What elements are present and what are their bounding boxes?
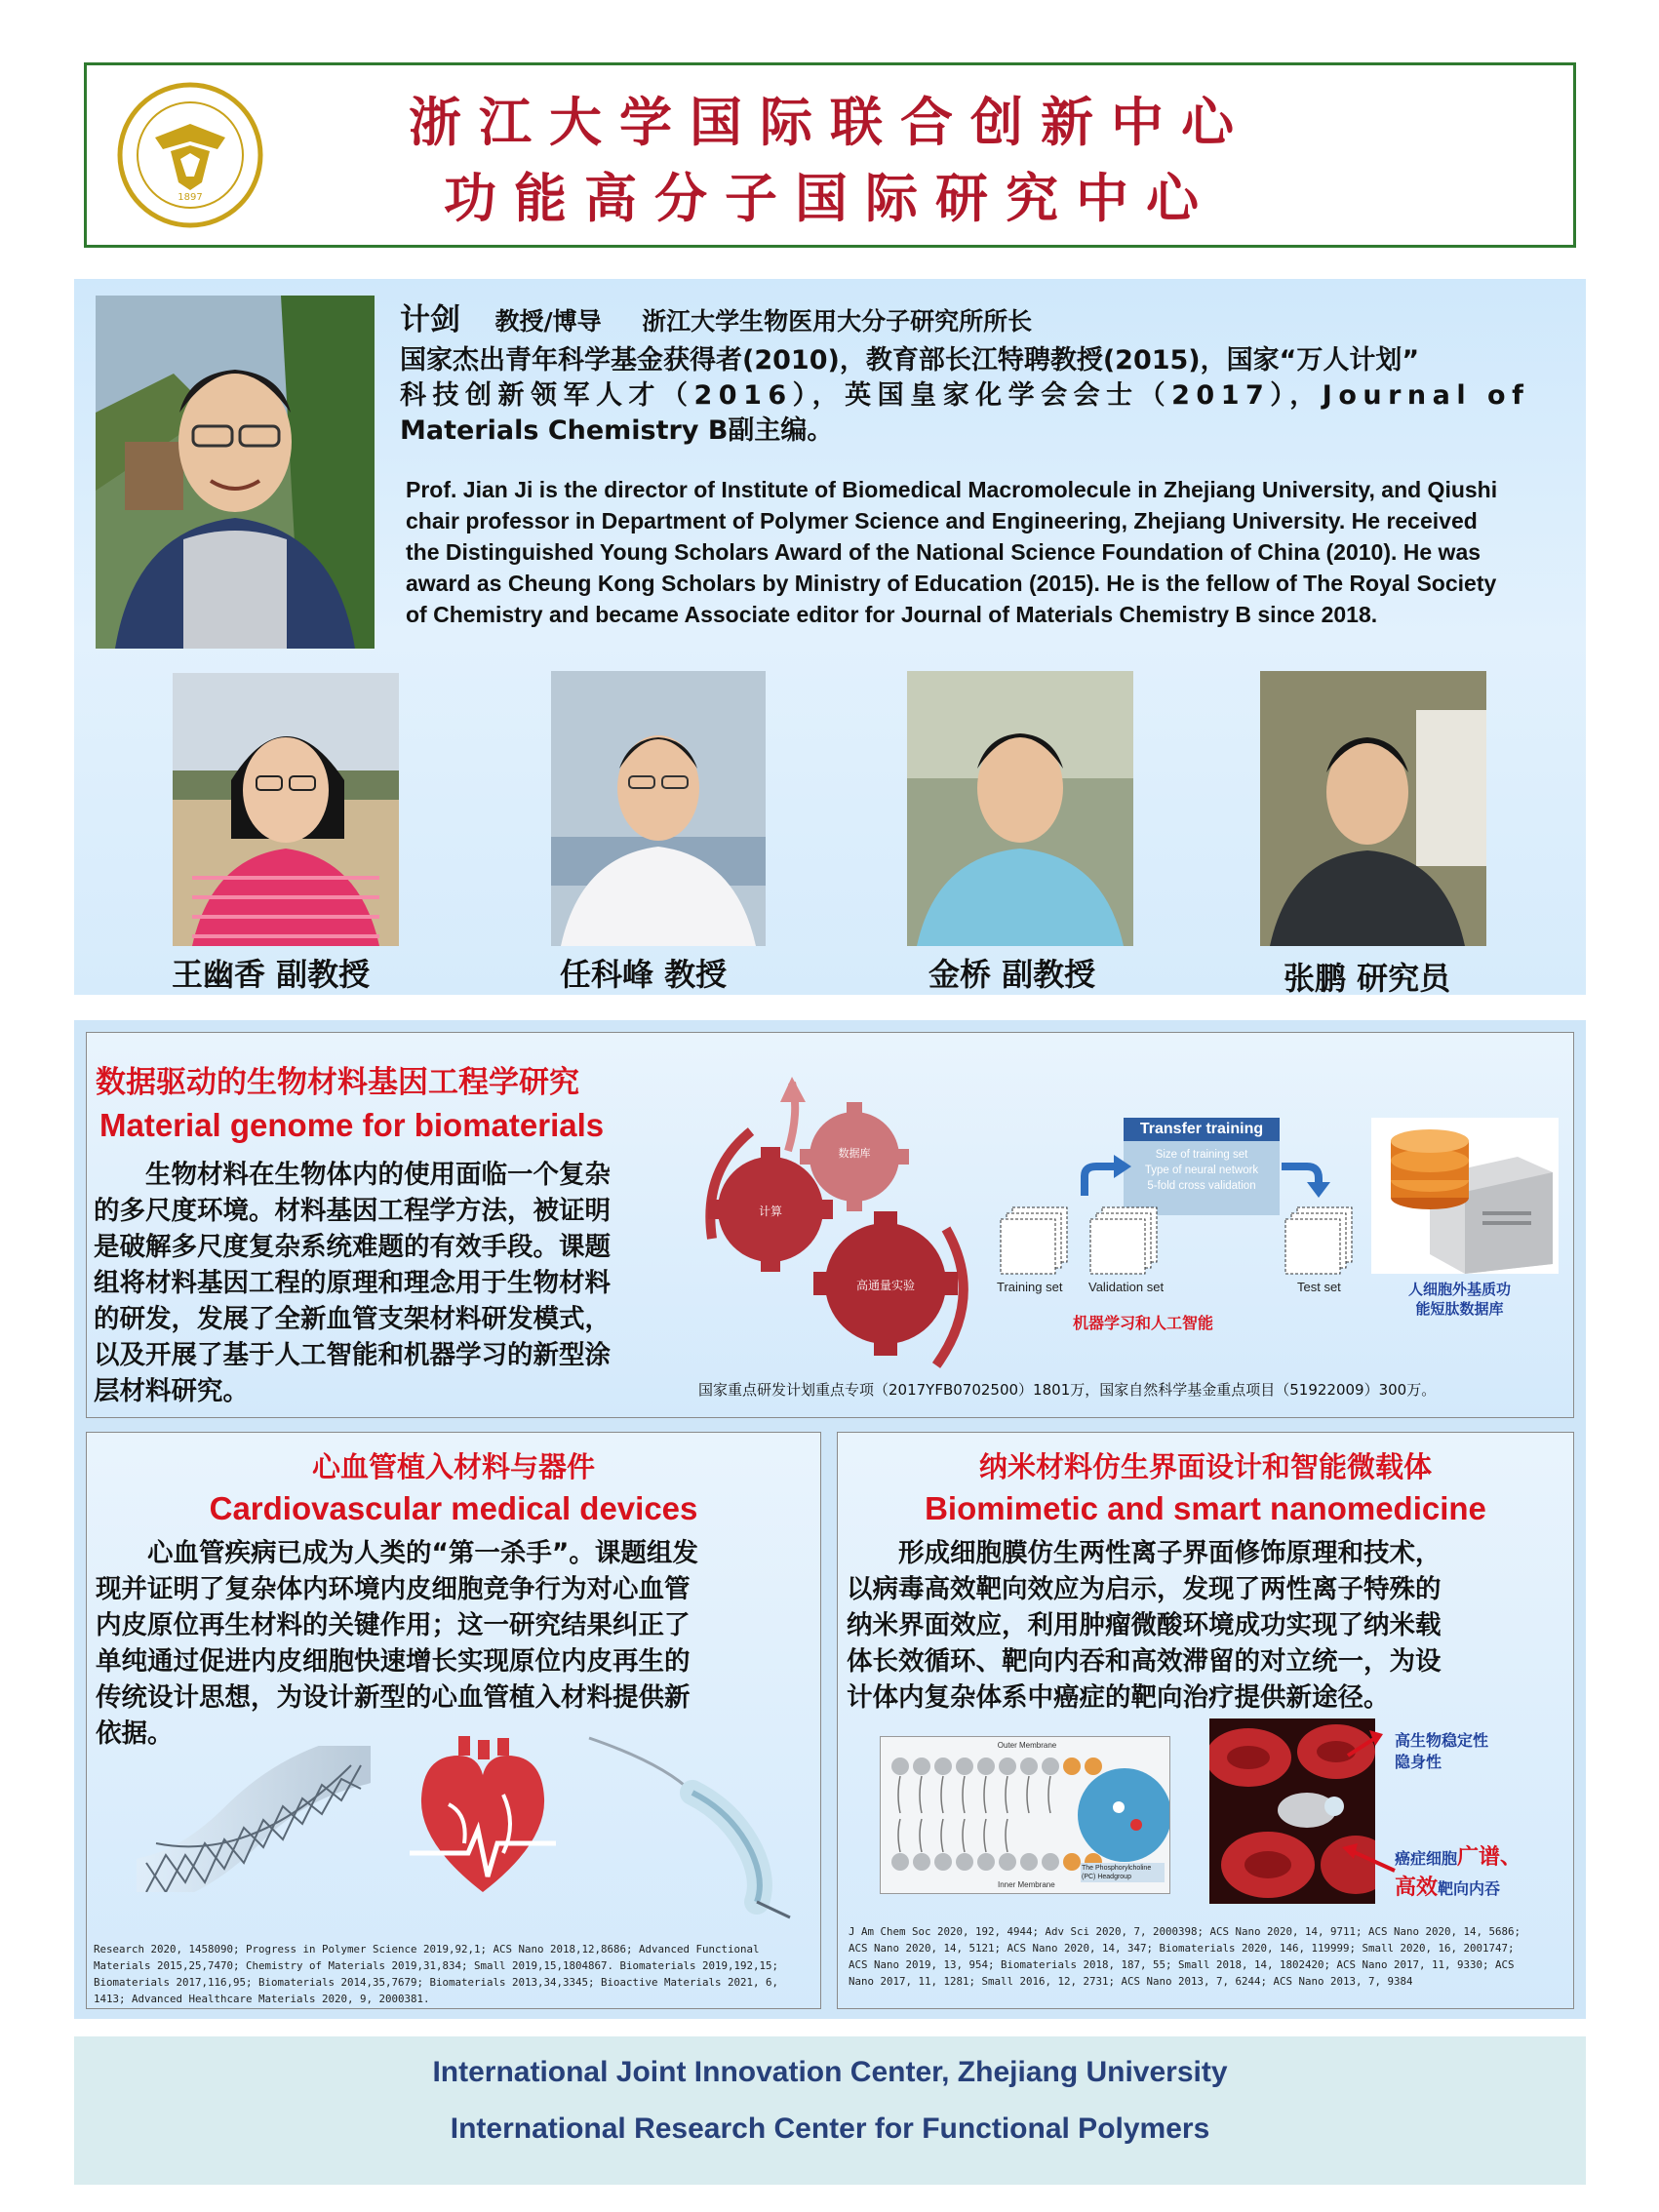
svg-text:数据库: 数据库 [838,1147,871,1160]
cardio-ref-line: 1413; Advanced Healthcare Materials 2020, 9, 2000381. [94,1993,430,2005]
svg-text:计算: 计算 [758,1205,783,1218]
nano-ref-line: ACS Nano 2019, 13, 954; Biomaterials 2018, 187, 55; Small 2018, 14, 1802420; ACS Nano 2017, 11, 9330; ACS [849,1958,1515,1971]
arrow-up-right-icon [1077,1151,1135,1200]
pi-en-bio-line: Prof. Jian Ji is the director of Institute of Biomedical Macromolecule in Zhejiang University, and Qiushi [406,477,1498,502]
training-set-label: Training set [997,1280,1063,1294]
database-caption [1408,1280,1511,1319]
pi-en-bio-line: chair professor in Department of Polymer Science and Engineering, Zhejiang University. He received [406,508,1478,533]
cancer-label [1395,1843,1570,1904]
transfer-item: 5-fold cross validation [1147,1180,1256,1192]
test-set-label: Test set [1297,1280,1341,1294]
genome-body-line: 是破解多尺度复杂系统难题的有效手段。课题 [94,1232,611,1262]
cardio-body-line: 传统设计思想，为设计新型的心血管植入材料提供新 [96,1682,691,1713]
cardio-body [96,1535,817,1752]
cardio-body-line: 现并证明了复杂体内环境内皮细胞竞争行为对心血管 [96,1574,691,1604]
nano-ref-line: J Am Chem Soc 2020, 192, 4944; Adv Sci 2020, 7, 2000398; ACS Nano 2020, 14, 9711; ACS Nano 2020, 14, 5686; [849,1925,1521,1938]
gear-high-throughput [813,1211,958,1356]
pi-cn-bio-line: Materials Chemistry B副主编。 [400,415,834,446]
catheter-image [585,1734,800,1919]
center-title-line-1: 浙江大学国际联合创新中心 [409,92,1251,153]
nano-references [849,1923,1566,1990]
validation-set-icon [1088,1205,1161,1278]
stability-label [1395,1730,1488,1773]
nano-ref-line: Nano 2017, 11, 1281; Small 2016, 12, 2731; ACS Nano 2013, 7, 6244; ACS Nano 2013, 7, 9384 [849,1975,1413,1988]
genome-title-en: Material genome for biomaterials [99,1107,605,1143]
pi-cn-bio-line: 科技创新领军人才（2016），英国皇家化学会会士（2017），Journal of [400,380,1530,411]
nano-body-line: 纳米界面效应，利用肿瘤微酸环境成功实现了纳米载 [847,1610,1442,1640]
member-photo-zhang [1260,671,1486,946]
cardio-body-line: 心血管疾病已成为人类的“第一杀手”。课题组发 [96,1538,698,1568]
cardio-ref-line: Biomaterials 2017,116,95; Biomaterials 2014,35,7679; Biomaterials 2013,34,3345; Bioactive Materials 2021, 6, [94,1976,779,1989]
test-set-icon [1284,1205,1356,1278]
cardio-ref-line: Research 2020, 1458090; Progress in Polymer Science 2019,92,1; ACS Nano 2018,12,8686; Advanced Functional [94,1943,760,1955]
cardio-title-cn: 心血管植入材料与器件 [311,1450,595,1483]
cardio-body-line: 内皮原位再生材料的关键作用；这一研究结果纠正了 [96,1610,691,1640]
database-caption-line: 人细胞外基质功 [1408,1281,1512,1298]
center-title-line-2: 功能高分子国际研究中心 [444,168,1216,229]
pi-header-line [400,295,1032,338]
genome-body [94,1157,679,1409]
genome-title-cn: 数据驱动的生物材料基因工程学研究 [96,1065,579,1100]
outer-membrane-label: Outer Membrane [997,1741,1057,1750]
cardio-body-line: 依据。 [96,1718,174,1749]
headgroup-label: The Phosphorylcholine (PC) Headgroup [1081,1863,1165,1882]
genome-body-line: 的研发，发展了全新血管支架材料研发模式， [94,1304,611,1334]
nano-body-line: 计体内复杂体系中癌症的靶向治疗提供新途径。 [847,1682,1390,1713]
cardio-ref-line: Materials 2015,25,7470; Chemistry of Materials 2019,31,834; Small 2019,15,1804867. Biomaterials 2019,192,15; [94,1959,779,1972]
genome-body-line: 生物材料在生物体内的使用面临一个复杂 [94,1160,611,1190]
database-caption-line: 能短肽数据库 [1415,1300,1504,1318]
svg-text:高通量实验: 高通量实验 [855,1279,916,1292]
cancer-label-part: 广谱、 [1457,1845,1522,1870]
inner-membrane-label: Inner Membrane [998,1880,1055,1889]
training-set-icon [999,1205,1071,1278]
member-photo-wang [173,673,399,946]
footer-line-1: International Joint Innovation Center, Zhejiang University [432,2056,1228,2088]
member-caption: 王幽香 副教授 [172,956,371,993]
arrow-to-stable-icon [1346,1726,1385,1765]
database-server-image [1371,1118,1559,1274]
transfer-training-title: Transfer training [1124,1118,1280,1141]
stability-label-line: 隐身性 [1395,1753,1442,1771]
transfer-item: Type of neural network [1144,1165,1259,1176]
member-caption: 金桥 副教授 [928,956,1096,993]
stability-label-line: 高生物稳定性 [1395,1731,1489,1750]
nano-title-cn: 纳米材料仿生界面设计和智能微载体 [978,1450,1432,1483]
header-box [84,62,1576,248]
member-caption: 任科峰 教授 [560,956,728,993]
cancer-label-part: 癌症细胞 [1395,1849,1458,1868]
cancer-label-part: 靶向内吞 [1438,1879,1501,1898]
footer [74,2036,1586,2185]
pi-role: 教授/博导 [494,307,602,336]
arrow-down-right-icon [1280,1151,1338,1200]
nano-body-line: 体长效循环、靶向内吞和高效滞留的对立统一，为设 [847,1646,1442,1677]
nano-ref-line: ACS Nano 2020, 14, 5121; ACS Nano 2020, 14, 347; Biomaterials 2020, 146, 119999; Small 2020, 16, 2001747; [849,1942,1515,1955]
nano-body-line: 以病毒高效靶向效应为启示，发现了两性离子特殊的 [847,1574,1442,1604]
nano-title-en: Biomimetic and smart nanomedicine [925,1490,1486,1526]
pi-name: 计剑 [400,302,460,337]
validation-set-label: Validation set [1088,1280,1165,1294]
genome-body-line: 层材料研究。 [94,1376,249,1406]
transfer-item: Size of training set [1155,1149,1248,1161]
pi-photo [96,296,375,649]
pi-affiliation: 浙江大学生物医用大分子研究所所长 [642,307,1033,336]
transfer-training-box [1124,1118,1280,1215]
member-caption: 张鹏 研究员 [1284,960,1451,997]
genome-body-line: 的多尺度环境。材料基因工程学方法，被证明 [94,1196,611,1226]
gears-diagram [673,1063,1005,1375]
pi-en-bio [406,474,1566,630]
cardio-references [94,1941,815,2007]
genome-body-line: 组将材料基因工程的原理和理念用于生物材料 [94,1268,611,1298]
cardio-body-line: 单纯通过促进内皮细胞快速增长实现原位内皮再生的 [96,1646,691,1677]
genome-body-line: 以及开展了基于人工智能和机器学习的新型涂 [94,1340,611,1370]
heart-icon [410,1736,556,1902]
pi-en-bio-line: of Chemistry and became Associate editor for Journal of Materials Chemistry B since 2018. [406,602,1378,627]
stent-image [137,1746,371,1892]
genome-funding: 国家重点研发计划重点专项（2017YFB0702500）1801万，国家自然科学基金重点项目（51922009）300万。 [698,1381,1437,1399]
cardio-title-en: Cardiovascular medical devices [209,1490,698,1526]
nano-body [847,1535,1568,1716]
arrow-to-cancer-icon [1338,1841,1397,1880]
pi-en-bio-line: the Distinguished Young Scholars Award of the National Science Foundation of China (2010). He was [406,539,1481,565]
nano-body-line: 形成细胞膜仿生两性离子界面修饰原理和技术， [847,1538,1442,1568]
svg-text:1897: 1897 [178,192,203,203]
member-photo-jin [907,671,1133,946]
pi-cn-bio-line: 国家杰出青年科学基金获得者(2010)，教育部长江特聘教授(2015)，国家“万人计划” [400,345,1420,375]
footer-line-2: International Research Center for Functional Polymers [450,2113,1210,2145]
pi-cn-bio [400,343,1557,449]
ml-caption: 机器学习和人工智能 [1073,1314,1214,1332]
pi-en-bio-line: award as Cheung Kong Scholars by Ministry of Education (2015). He is the fellow of The Royal Society [406,571,1497,596]
member-photo-ren [551,671,766,946]
cancer-label-part: 高效 [1395,1876,1439,1900]
